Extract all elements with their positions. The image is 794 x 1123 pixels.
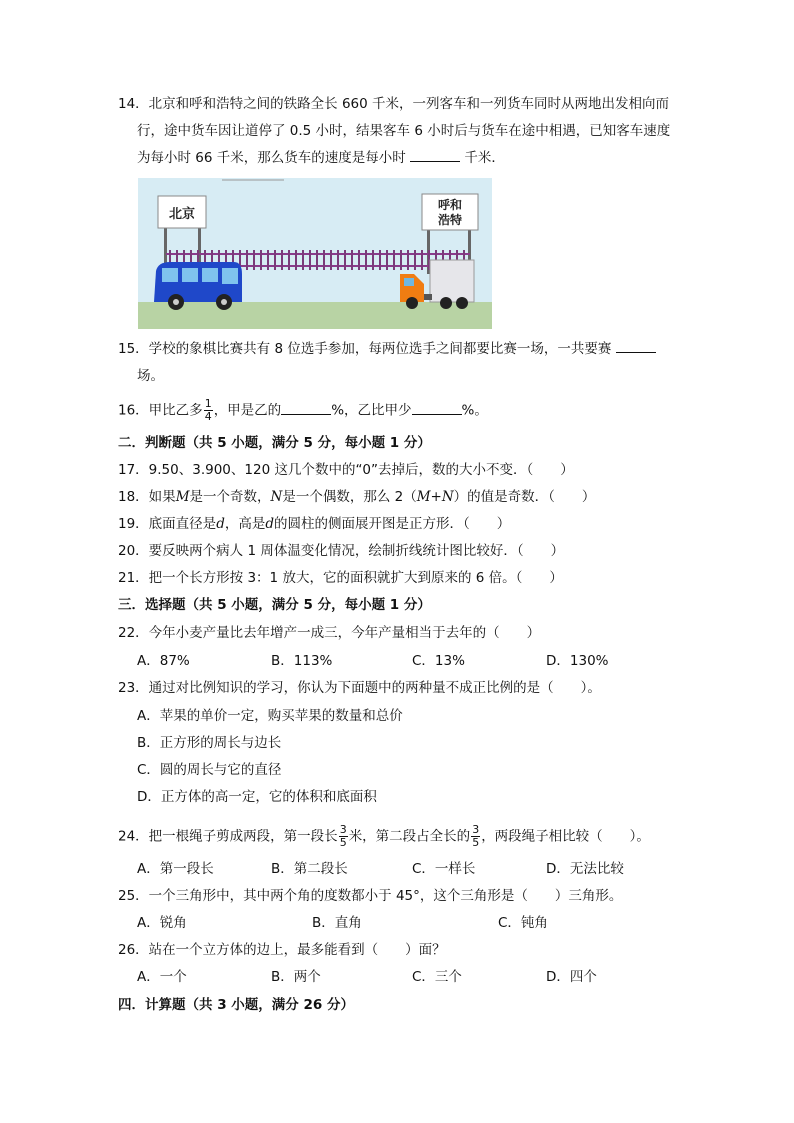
q16-text-b: ，甲是乙的 [213, 402, 282, 419]
train-route-figure [138, 178, 492, 329]
q23-option-b[interactable]: B．正方形的周长与边长 [137, 735, 282, 751]
q25-option-a[interactable]: A．锐角 [137, 915, 187, 931]
q18-var-n: N [270, 489, 283, 505]
q22-option-a[interactable]: A．87% [137, 653, 190, 669]
q24-fraction-1-numerator: 3 [339, 823, 347, 836]
q26-option-d[interactable]: D．四个 [546, 969, 597, 985]
q14-line3 [137, 148, 505, 168]
q23-option-a[interactable]: A．苹果的单价一定，购买苹果的数量和总价 [137, 708, 403, 724]
q16-text-c: %，乙比甲少 [331, 402, 412, 419]
q18-text-d: ）的值是奇数．（ ） [453, 489, 596, 505]
q19-var-d1: d [216, 516, 225, 532]
ground [138, 302, 492, 329]
q15-text: 15．学校的象棋比赛共有 8 位选手参加，每两位选手之间都要比赛一场，一共要赛 [118, 341, 612, 357]
q24-text-b: 米，第二段占全长的 [348, 828, 471, 845]
q25-option-b[interactable]: B．直角 [312, 915, 362, 931]
hohhot-sign-text-2: 浩特 [437, 213, 463, 227]
q16-blank-1[interactable] [281, 414, 331, 415]
q19-text-a: 19．底面直径是 [118, 516, 217, 532]
q16-fraction-denominator: 4 [204, 410, 212, 423]
q22-option-c[interactable]: C．13% [412, 653, 465, 669]
q23-option-d[interactable]: D．正方体的高一定，它的体积和底面积 [137, 789, 377, 805]
q26-option-a[interactable]: A．一个 [137, 969, 187, 985]
q17: 17．9.50、3.900、120 这几个数中的“0”去掉后，数的大小不变．（ ） [118, 462, 574, 478]
q24-fraction-1-denominator: 5 [339, 836, 347, 849]
q16-fraction-numerator: 1 [204, 397, 212, 410]
q16-line [118, 398, 488, 423]
q19-text-c: 的圆柱的侧面展开图是正方形．（ ） [274, 516, 511, 532]
q14-line3-text: 为每小时 66 千米，那么货车的速度是每小时 [137, 150, 406, 166]
q24-fraction-2-denominator: 5 [472, 836, 480, 849]
q15-line1 [118, 339, 656, 359]
q20: 20．要反映两个病人 1 周体温变化情况，绘制折线统计图比较好．（ ） [118, 543, 565, 559]
q18-var-mn: M+N [416, 489, 454, 505]
q24-text-a: 24．把一根绳子剪成两段，第一段长 [118, 828, 338, 845]
hohhot-sign-text-1: 呼和 [437, 198, 463, 212]
q21: 21．把一个长方形按 3：1 放大，它的面积就扩大到原来的 6 倍。（ ） [118, 570, 563, 586]
q24-text-c: ，两段绳子相比较（ ）。 [481, 828, 650, 845]
section-4-title: 四．计算题（共 3 小题，满分 26 分） [118, 997, 354, 1013]
q16-blank-2[interactable] [412, 414, 462, 415]
q22-option-d[interactable]: D．130% [546, 653, 609, 669]
q18 [118, 487, 595, 507]
q16-text-a: 16．甲比乙多 [118, 402, 203, 419]
q22-option-b[interactable]: B．113% [271, 653, 333, 669]
q18-var-m: M [175, 489, 190, 505]
q18-text-a: 18．如果 [118, 489, 176, 505]
q14-line1: 14．北京和呼和浩特之间的铁路全长 660 千米，一列客车和一列货车同时从两地出发相向而 [118, 96, 670, 112]
q19-var-d2: d [265, 516, 274, 532]
q24-option-a[interactable]: A．第一段长 [137, 861, 214, 877]
q16-text-d: %。 [461, 402, 488, 419]
q19 [118, 514, 510, 534]
q26-stem: 26．站在一个立方体的边上，最多能看到（ ）面？ [118, 942, 446, 958]
q18-text-b: 是一个奇数， [189, 489, 271, 505]
q25-stem: 25．一个三角形中，其中两个角的度数都小于 45°，这个三角形是（ ）三角形。 [118, 888, 623, 904]
q16-fraction [204, 398, 213, 423]
section-3-title: 三．选择题（共 5 小题，满分 5 分，每小题 1 分） [118, 597, 431, 613]
q14-answer-blank[interactable] [410, 161, 460, 162]
q23-stem: 23．通过对比例知识的学习，你认为下面题中的两种量不成正比例的是（ ）。 [118, 680, 601, 696]
q19-text-b: ，高是 [224, 516, 266, 532]
q24-fraction-2 [471, 824, 480, 849]
q24-option-c[interactable]: C．一样长 [412, 861, 476, 877]
q24-option-b[interactable]: B．第二段长 [271, 861, 348, 877]
section-2-title: 二．判断题（共 5 小题，满分 5 分，每小题 1 分） [118, 435, 431, 451]
q14-line3-unit: 千米． [464, 150, 505, 166]
q18-text-c: 是一个偶数，那么 2（ [282, 489, 417, 505]
q26-option-b[interactable]: B．两个 [271, 969, 321, 985]
q15-answer-blank[interactable] [616, 352, 656, 353]
q23-option-c[interactable]: C．圆的周长与它的直径 [137, 762, 282, 778]
q24-fraction-1 [339, 824, 348, 849]
q25-option-c[interactable]: C．钝角 [498, 915, 548, 931]
beijing-sign-text: 北京 [168, 206, 196, 221]
q14-line2: 行，途中货车因让道停了 0.5 小时，结果客车 6 小时后与货车在途中相遇，已知客车速度 [137, 123, 671, 139]
q24-option-d[interactable]: D．无法比较 [546, 861, 624, 877]
q24-fraction-2-numerator: 3 [472, 823, 480, 836]
q24-stem [118, 824, 650, 849]
q15-line2: 场。 [137, 368, 164, 384]
q22-stem: 22．今年小麦产量比去年增产一成三，今年产量相当于去年的（ ） [118, 625, 541, 641]
q26-option-c[interactable]: C．三个 [412, 969, 462, 985]
